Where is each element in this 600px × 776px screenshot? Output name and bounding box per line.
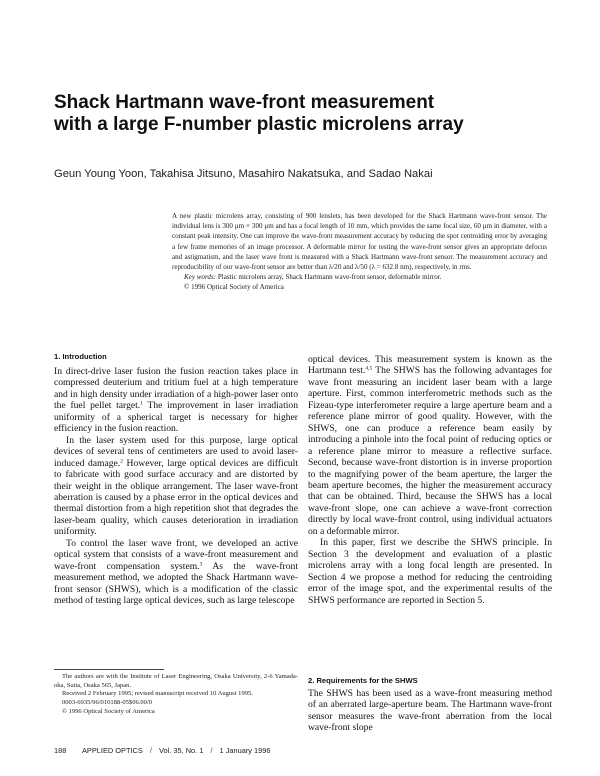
citation[interactable]: 2 [120, 458, 123, 465]
abstract [172, 211, 547, 293]
section-heading-requirements: 2. Requirements for the SHWS [308, 676, 418, 685]
page-number: 188 [54, 746, 67, 755]
paragraph: The SHWS has been used as a wave-front measuring method of an aberrated large-aperture beam. The Hartmann wave-front sensor measures the wave-front aberration from the local wave-front slope [308, 688, 552, 734]
abstract-copyright: © 1996 Optical Society of America [184, 283, 284, 292]
abstract-body: A new plastic microlens array, consisting of 900 lenslets, has been developed for the Shack Hartmann wave-front sensor. The individual lens is 300 μm × 300 μm and has a focal length of 10 mm, which provides the same focal size, 60 μm in diameter, with a constant peak intensity. One can improve the wave-front measurement accuracy by reducing the spot centroiding error by averaging a few frame memories of an image processor. A deformable mirror for testing the wave-front sensor gives an appropriate defocus and astigmatism, and the laser wave front is measured with a Shack Hartmann wave-front sensor. The measurement accuracy and reproducibility of our wave-front sensor are better than λ/20 and λ/50 (λ = 632.8 nm), respectively, in rms. [172, 212, 547, 272]
footnotes [54, 673, 298, 717]
footnote-copyright: © 1996 Optical Society of America [62, 707, 155, 715]
running-footer [54, 746, 271, 755]
footnote-code: 0003-6935/96/010188-05$06.00/0 [62, 699, 153, 707]
paragraph: In direct-drive laser fusion the fusion reaction takes place in compressed deuterium and tritium fuel at a high temperature and in high density under irradiation of a high-power laser onto the fuel pellet target.$^1$ The improvement in laser irradiation uniformity of a spherical target is necessary for higher efficiency in the fusion reaction. [54, 366, 298, 435]
separator: / [210, 746, 213, 755]
journal-name: APPLIED OPTICS [82, 746, 143, 755]
paragraph: To control the laser wave front, we developed an active optical system that consists of a wave-front measurement and wave-front compensation system.$^3$ As the wave-front measurement method, we adopted the Shack Hartmann wave-front sensor (SHWS), which is a modification of the classic method of testing large optical devices, such as large telescope [54, 537, 298, 607]
keywords-label: Key words: [184, 273, 217, 282]
paragraph: In this paper, first we describe the SHWS principle. In Section 3 the development and evaluation of a plastic microlens array with a long focal length are presented. In Section 4 we propose a method for reducing the centroiding error of the image spot, and the experimental results of the SHWS performance are reported in Section 5. [308, 537, 552, 606]
paragraph: optical devices. This measurement system is known as the Hartmann test.$^{4,5}$ The SHWS has the following advantages for wave front measuring an incident laser beam with a large aperture. First, common interferometric methods such as the Fizeau-type interferometer require a large aperture beam and a reference plane mirror of good quality. However, with the SHWS, one can produce a reference beam easily by introducing a pinhole into the focal point of reducing optics or a reference plane mirror to measure a reflective surface. Second, because wave-front distortion is in inverse proportion to the magnifying power of the beam aperture, the larger the beam aperture becomes, the higher the measurement accuracy that can be obtained. Third, because the SHWS has a local wave-front slope, one can achieve a wave-front correction directly by local wave-front control, using individual actuators on a deformable mirror. [308, 354, 553, 537]
keywords-text: Plastic microlens array, Shack Hartmann wave-front sensor, deformable mirror. [217, 273, 442, 282]
footnote-affiliation: The authors are with the Institute of Laser Engineering, Osaka University, 2-6 Yamada-oka, Suita, Osaka 565, Japan. [54, 673, 298, 689]
paper-title [54, 92, 554, 135]
issue-date: 1 January 1996 [219, 746, 271, 755]
citation[interactable]: 3 [199, 561, 203, 568]
paragraph: In the laser system used for this purpose, large optical devices of several tens of centimeters are used to avoid laser-induced damage.$^2$ However, large optical devices are difficult to fabricate with good surface accuracy and are distorted by their weight in the oblique arrangement. The laser wave-front aberration is caused by a phase error in the optical devices and thermal distortion from a high repetition shot that degrades the laser-beam quality, which causes deterioration in irradiation uniformity. [54, 434, 298, 538]
footnote-received: Received 2 February 1995; revised manuscript received 10 August 1995. [62, 690, 253, 698]
separator: / [149, 746, 152, 755]
title-line-1: Shack Hartmann wave-front measurement [54, 92, 435, 113]
author-list: Geun Young Yoon, Takahisa Jitsuno, Masahiro Nakatsuka, and Sadao Nakai [54, 168, 433, 180]
section-2-text [308, 688, 552, 734]
section-heading-introduction: 1. Introduction [54, 352, 107, 361]
left-column [54, 366, 298, 607]
footnote-divider [54, 669, 164, 670]
title-line-2: with a large F-number plastic microlens array [54, 113, 464, 135]
right-column [308, 354, 552, 606]
citation[interactable]: 1 [140, 400, 143, 407]
citation[interactable]: 4,5 [365, 365, 373, 372]
volume-info: Vol. 35, No. 1 [158, 746, 204, 755]
keywords [172, 272, 547, 282]
